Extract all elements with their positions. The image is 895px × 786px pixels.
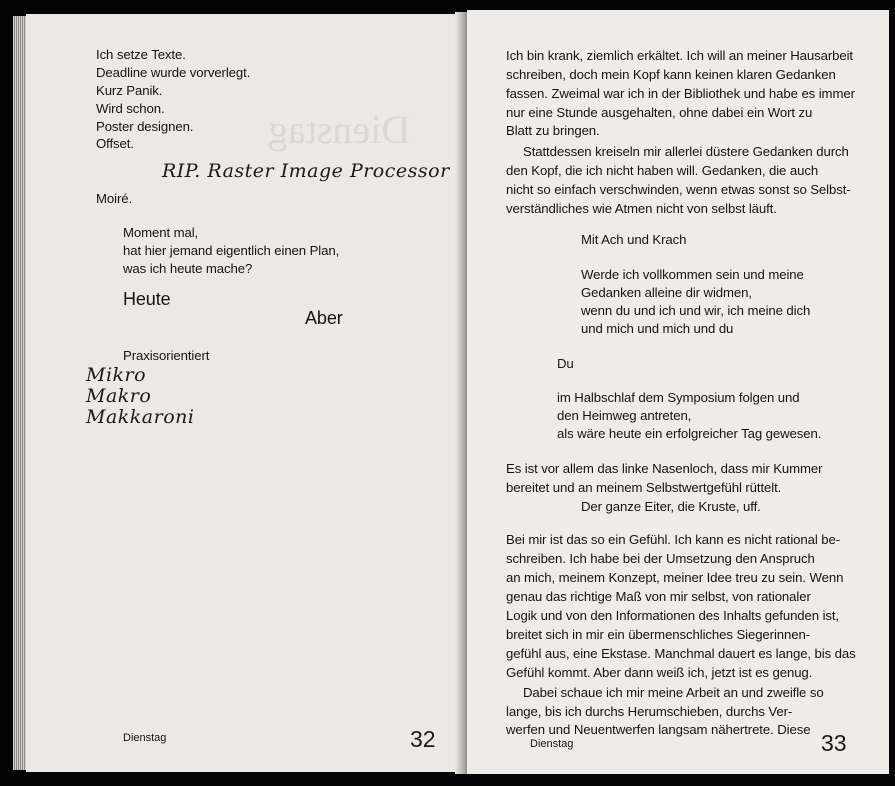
text-line: den Kopf, die ich nicht haben will. Gedanken, die auch (506, 163, 819, 178)
text-line: Dabei schaue ich mir meine Arbeit an und zweifle so (523, 685, 824, 700)
poem-line: Werde ich vollkommen sein und meine (581, 267, 804, 282)
text-line: Logik und von den Informationen des Inhalts gefunden ist, (506, 608, 840, 623)
poem-title: Mit Ach und Krach (581, 232, 687, 247)
text-line: bereitet und an meinem Selbstwertgefühl rüttelt. (506, 480, 782, 495)
text-line: gefühl aus, eine Ekstase. Manchmal dauert es lange, bis das (506, 646, 856, 661)
text-line: verständliches wie Atmen nicht von selbst läuft. (506, 201, 777, 216)
text-line: an mich, meinem Konzept, meiner Idee treu zu sein. Wenn (506, 570, 844, 585)
text-line: Offset. (96, 136, 134, 151)
poem-line: Gedanken alleine dir widmen, (581, 285, 752, 300)
text-line: genau das richtige Maß von mir selbst, von rationaler (506, 589, 811, 604)
text-line: schreiben. Ich habe bei der Umsetzung den Anspruch (506, 551, 815, 566)
handwritten-word: Makro (86, 385, 152, 407)
poem-line: im Halbschlaf dem Symposium folgen und (557, 390, 800, 405)
text-line: nur eine Stunde ausgehalten, ohne dabei ein Wort zu (506, 105, 813, 120)
text-line: Bei mir ist das so ein Gefühl. Ich kann es nicht rational be- (506, 532, 841, 547)
aber-word: Aber (305, 308, 343, 328)
heute-word: Heute (123, 289, 171, 309)
praxis-line: Praxisorientiert (123, 348, 210, 363)
text-line: lange, bis ich durchs Herumschieben, durchs Ver- (506, 704, 793, 719)
quote-line: Moment mal, (123, 225, 199, 240)
text-line: Stattdessen kreiseln mir allerlei düstere Gedanken durch (523, 144, 849, 159)
quote-line: hat hier jemand eigentlich einen Plan, (123, 243, 340, 258)
handwritten-word: Mikro (86, 364, 147, 386)
show-through-text: Dienstag (268, 107, 411, 152)
text-line: Der ganze Eiter, die Kruste, uff. (581, 499, 761, 514)
text-line: Gefühl kommt. Aber dann weiß ich, jetzt ist es genug. (506, 665, 813, 680)
moire-line: Moiré. (96, 191, 133, 206)
poem-line: und mich und mich und du (581, 321, 734, 336)
text-line: fassen. Zweimal war ich in der Bibliothek und habe es immer (506, 86, 855, 101)
text-line: nicht so einfach verschwinden, wenn etwas sonst so Selbst- (506, 182, 851, 197)
text-line: Wird schon. (96, 101, 165, 116)
footer-label: Dienstag (123, 732, 167, 744)
page-number: 33 (821, 730, 847, 756)
text-line: Deadline wurde vorverlegt. (96, 65, 251, 80)
text-line: Blatt zu bringen. (506, 123, 600, 138)
right-page (467, 10, 889, 774)
left-page (26, 14, 462, 772)
text-line: werfen und Neuentwerfen langsam nähertrete. Diese (506, 722, 811, 737)
page-number: 32 (410, 726, 436, 752)
text-line: breitet sich in mir ein übermenschliches Siegerinnen- (506, 627, 811, 642)
text-line: Es ist vor allem das linke Nasenloch, dass mir Kummer (506, 461, 823, 476)
text-line: Ich bin krank, ziemlich erkältet. Ich will an meiner Hausarbeit (506, 48, 853, 63)
quote-line: was ich heute mache? (123, 261, 253, 276)
poem-line: als wäre heute ein erfolgreicher Tag gewesen. (557, 426, 822, 441)
text-line: schreiben, doch mein Kopf kann keinen klaren Gedanken (506, 67, 836, 82)
text-line: Poster designen. (96, 119, 194, 134)
text-line: Kurz Panik. (96, 83, 163, 98)
poem-line: den Heimweg antreten, (557, 408, 692, 423)
text-line: Ich setze Texte. (96, 47, 186, 62)
handwritten-word: Makkaroni (86, 406, 195, 428)
du-line: Du (557, 356, 574, 371)
poem-line: wenn du und ich und wir, ich meine dich (581, 303, 811, 318)
rip-heading: RIP. Raster Image Processor (162, 160, 450, 182)
footer-label: Dienstag (530, 738, 574, 750)
